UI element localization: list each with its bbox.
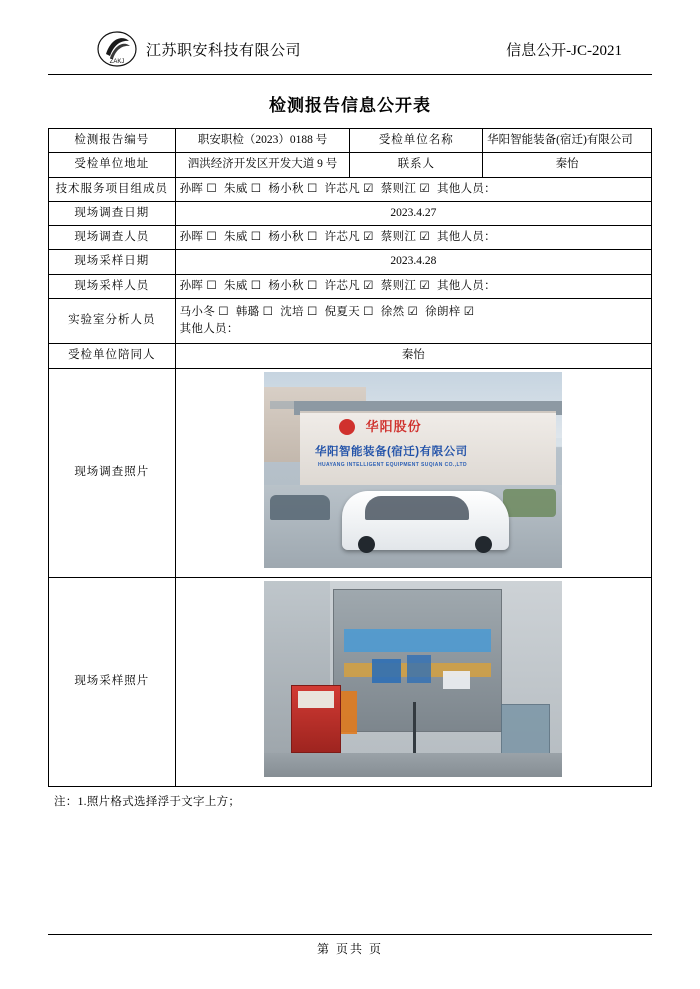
site-sampling-photo	[264, 581, 562, 777]
staff-checkbox-line-lab	[180, 304, 647, 321]
table-row-photo1	[49, 368, 652, 577]
staff-others-label: 其他人员：	[436, 279, 496, 292]
address-label: 受检单位地址	[49, 153, 176, 177]
staff-checkbox-徐然[interactable]: 徐然 ☑	[380, 305, 419, 318]
contact-label: 联系人	[350, 153, 483, 177]
staff-checkbox-蔡则江[interactable]: 蔡则江 ☑	[380, 279, 430, 292]
photo1-white-car	[342, 491, 509, 550]
client-label: 受检单位名称	[350, 129, 483, 153]
staff-checkbox-朱威[interactable]: 朱威 ☐	[224, 231, 262, 243]
sampling-date-value: 2023.4.28	[175, 250, 651, 274]
staff-others-label: 其他人员：	[436, 231, 496, 243]
page-number: 第 页共 页	[316, 942, 383, 956]
table-row	[49, 274, 652, 298]
staff-checkbox-蔡则江[interactable]: 蔡则江 ☑	[380, 231, 430, 243]
lab-staff-label: 实验室分析人员	[49, 298, 176, 344]
staff-checkbox-朱威[interactable]: 朱威 ☐	[224, 182, 262, 195]
site-survey-photo	[264, 372, 562, 568]
staff-checkbox-line-sampling	[180, 278, 647, 295]
lab-others-label: 其他人员：	[179, 323, 239, 335]
photo2-blue-part-1	[372, 659, 402, 683]
photo1-cell	[175, 368, 651, 577]
address-value: 泗洪经济开发区开发大道 9 号	[175, 153, 350, 177]
table-row	[49, 298, 652, 344]
document-code: 信息公开-JC-2021	[506, 42, 622, 59]
photo1-label: 现场调查照片	[49, 368, 176, 577]
staff-checkbox-line-survey	[180, 229, 647, 246]
header-divider	[48, 74, 652, 75]
table-note: 注：1.照片格式选择浮于文字上方；	[54, 796, 241, 808]
survey-date-value: 2023.4.27	[175, 201, 651, 225]
team-members-checkboxes	[175, 177, 651, 201]
table-row	[49, 177, 652, 201]
report-no-label: 检测报告编号	[49, 129, 176, 153]
photo1-second-car	[270, 495, 330, 520]
staff-checkbox-许芯凡[interactable]: 许芯凡 ☑	[324, 231, 374, 243]
report-no-value: 职安职检（2023）0188 号	[175, 129, 350, 153]
photo1-brand-text: 华阳股份	[365, 418, 422, 434]
sampling-date-label: 现场采样日期	[49, 250, 176, 274]
staff-checkbox-蔡则江[interactable]: 蔡则江 ☑	[380, 182, 430, 195]
contact-value: 秦怡	[483, 153, 652, 177]
staff-checkbox-倪夏天[interactable]: 倪夏天 ☐	[324, 305, 374, 318]
table-row	[49, 201, 652, 225]
table-row	[49, 344, 652, 368]
lab-staff-checkboxes	[175, 298, 651, 344]
photo2-white-part	[443, 671, 470, 689]
staff-checkbox-沈培[interactable]: 沈培 ☐	[280, 305, 318, 318]
survey-staff-label: 现场调查人员	[49, 226, 176, 250]
photo1-company-text-en: HUAYANG INTELLIGENT EQUIPMENT SUQIAN CO.,LTD	[317, 461, 468, 468]
photo1-brand-logo-icon	[339, 419, 355, 435]
survey-staff-checkboxes	[175, 226, 651, 250]
company-name: 江苏职安科技有限公司	[146, 42, 302, 59]
accompany-label: 受检单位陪同人	[49, 344, 176, 368]
accompany-value: 秦怡	[175, 344, 651, 368]
photo2-cell	[175, 577, 651, 786]
staff-checkbox-许芯凡[interactable]: 许芯凡 ☑	[324, 182, 374, 195]
photo1-company-text: 华阳智能装备(宿迁)有限公司	[314, 446, 468, 459]
staff-checkbox-杨小秋[interactable]: 杨小秋 ☐	[268, 231, 318, 243]
staff-checkbox-许芯凡[interactable]: 许芯凡 ☑	[324, 279, 374, 292]
photo2-cart	[501, 704, 551, 757]
survey-date-label: 现场调查日期	[49, 201, 176, 225]
staff-checkbox-孙晖[interactable]: 孙晖 ☐	[179, 182, 218, 195]
photo2-blue-part-2	[407, 655, 431, 682]
staff-others-label: 其他人员：	[436, 182, 496, 195]
info-table	[48, 128, 652, 787]
footer-divider	[48, 934, 652, 935]
table-row	[49, 129, 652, 153]
staff-checkbox-杨小秋[interactable]: 杨小秋 ☐	[268, 279, 318, 292]
sampling-staff-label: 现场采样人员	[49, 274, 176, 298]
document-header	[48, 26, 652, 72]
sampling-staff-checkboxes	[175, 274, 651, 298]
staff-checkbox-孙晖[interactable]: 孙晖 ☐	[179, 231, 218, 243]
staff-checkbox-孙晖[interactable]: 孙晖 ☐	[179, 279, 218, 292]
table-row	[49, 226, 652, 250]
table-row-photo2	[49, 577, 652, 786]
staff-checkbox-马小冬[interactable]: 马小冬 ☐	[179, 305, 229, 318]
header-left	[96, 30, 301, 68]
document-footer	[48, 934, 652, 957]
photo2-red-cabinet	[291, 685, 341, 754]
photo2-floor	[264, 753, 562, 777]
staff-checkbox-韩璐[interactable]: 韩璐 ☐	[235, 305, 274, 318]
team-label: 技术服务项目组成员	[49, 177, 176, 201]
page-title: 检测报告信息公开表	[269, 96, 431, 115]
table-row	[49, 250, 652, 274]
staff-checkbox-朱威[interactable]: 朱威 ☐	[224, 279, 262, 292]
svg-text:ZAKJ: ZAKJ	[109, 59, 125, 65]
photo2-label: 现场采样照片	[49, 577, 176, 786]
photo1-greenery	[503, 489, 557, 516]
client-value: 华阳智能装备(宿迁)有限公司	[483, 129, 652, 153]
company-logo-icon	[96, 30, 138, 68]
staff-checkbox-徐朗梓[interactable]: 徐朗梓 ☑	[425, 305, 475, 318]
table-row	[49, 153, 652, 177]
staff-checkbox-杨小秋[interactable]: 杨小秋 ☐	[268, 182, 318, 195]
staff-checkbox-line-team	[180, 181, 647, 198]
